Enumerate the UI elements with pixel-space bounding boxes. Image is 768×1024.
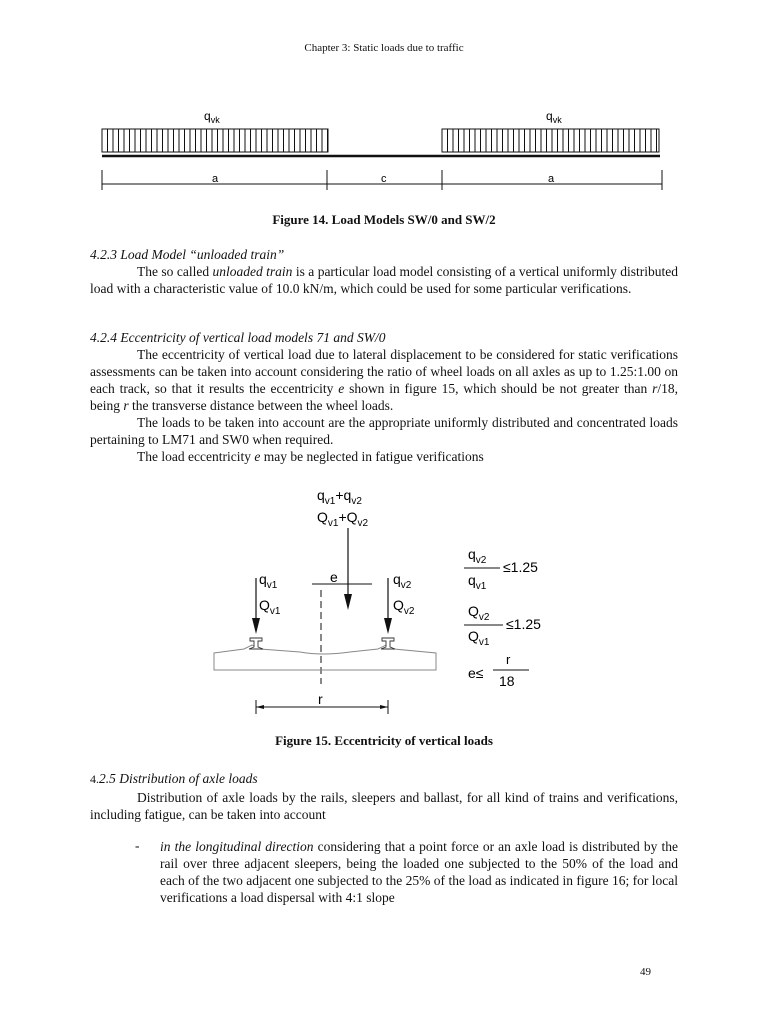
dimension-c: c (381, 173, 387, 185)
ratio-2-limit: ≤1.25 (506, 616, 541, 632)
combined-point-load-label: $Q_{v1}+Q_{v2}$ (317, 509, 369, 529)
resultant-load-arrowhead (344, 594, 352, 610)
load-label-left-sub: vk (210, 115, 220, 125)
rail-spacing-label: r (318, 691, 323, 707)
eccentricity-label: e (330, 569, 338, 585)
section-4-2-5-heading (90, 771, 258, 787)
load-hatch-right (448, 129, 657, 152)
eccentricity-limit-denominator: 18 (499, 673, 515, 689)
right-wheel-point-load-label: $Q_{v2}$ (393, 597, 415, 617)
figure-15-diagram (200, 478, 580, 718)
ratio-2-numerator: $Q_{v2}$ (468, 603, 490, 623)
left-wheel-distributed-load-label: $q_{v1}$ (259, 571, 278, 591)
load-label-right (546, 109, 562, 125)
section-4-2-4-paragraph-3: The load eccentricity e may be neglected in fatigue verifications (137, 449, 484, 464)
section-4-2-5-paragraph: Distribution of axle loads by the rails, sleepers and ballast, for all kind of trains and verifications, including fatigue, can be taken into account (90, 790, 678, 822)
combined-distributed-load-label: $q_{v1}+q_{v2}$ (317, 487, 362, 507)
section-4-2-5-heading-number: 4. (90, 772, 99, 786)
section-4-2-3-heading: 4.2.3 Load Model “unloaded train” (90, 247, 285, 262)
ratio-2-denominator: $Q_{v1}$ (468, 628, 490, 648)
load-label-right-sub: vk (552, 115, 562, 125)
svg-text:qvk (204, 109, 220, 125)
right-wheel-arrowhead (384, 618, 392, 634)
left-rail-icon (249, 638, 263, 649)
section-4-2-4-paragraph-1: The eccentricity of vertical load due to lateral displacement to be considered for static verifications assessments can be taken into account considering the ratio of wheel loads on all axles as up to 1.25:1.00 on each track, so that it results the eccentricity e shown in figure 15, which should be not greater than r/18, being r the transverse distance between the wheel loads. (90, 347, 678, 413)
left-wheel-point-load-label: $Q_{v1}$ (259, 597, 281, 617)
ratio-1-denominator: $q_{v1}$ (468, 572, 487, 592)
section-4-2-5-heading-text: 2.5 Distribution of axle loads (99, 771, 258, 786)
page-header: Chapter 3: Static loads due to traffic (304, 42, 464, 54)
section-4-2-4-heading: 4.2.4 Eccentricity of vertical load models 71 and SW/0 (90, 330, 386, 345)
right-rail-icon (381, 638, 395, 649)
bullet-dash: - (135, 838, 140, 853)
ratio-1-numerator: $q_{v2}$ (468, 546, 487, 566)
figure-14-caption: Figure 14. Load Models SW/0 and SW/2 (272, 212, 496, 227)
load-label-left (204, 109, 220, 125)
bullet-longitudinal-distribution: in the longitudinal direction considering that a point force or an axle load is distributed by the rail over three adjacent sleepers, being the loaded one subjected to the 50% of the load and each of the two adjacent one subjected to the 25% of the load as indicated in figure 16; for local verifications a load dispersal with 4:1 slope (160, 839, 678, 905)
left-wheel-arrowhead (252, 618, 260, 634)
load-label-right-symbol: q (546, 109, 553, 123)
section-4-2-4-paragraph-2: The loads to be taken into account are the appropriate uniformly distributed and concentrated loads pertaining to LM71 and SW0 when required. (90, 415, 678, 447)
figure-14-diagram (90, 100, 680, 198)
eccentricity-limit-lhs: e≤ (468, 665, 484, 681)
right-wheel-distributed-load-label: $q_{v2}$ (393, 571, 412, 591)
load-label-left-symbol: q (204, 109, 211, 123)
section-4-2-3-paragraph: The so called unloaded train is a particular load model consisting of a vertical uniformly distributed load with a characteristic value of 10.0 kN/m, which could be used for some particular verifications. (90, 264, 678, 296)
dimension-a-right: a (548, 173, 555, 185)
eccentricity-limit-numerator: r (506, 652, 511, 667)
svg-text:qvk (546, 109, 562, 125)
page-number: 49 (640, 966, 651, 978)
load-hatch-left (108, 129, 328, 152)
dimension-a-left: a (212, 173, 219, 185)
sleeper-ballast-profile (214, 645, 436, 670)
figure-15-caption: Figure 15. Eccentricity of vertical loads (275, 733, 493, 748)
ratio-1-limit: ≤1.25 (503, 559, 538, 575)
